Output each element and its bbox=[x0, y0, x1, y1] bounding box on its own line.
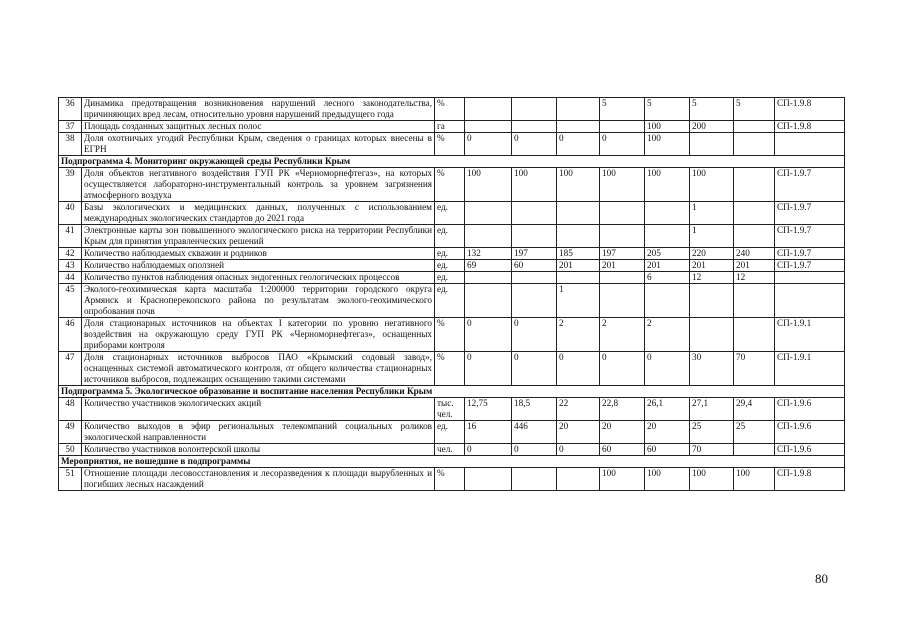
value-cell: 1 bbox=[557, 284, 600, 318]
row-number: 47 bbox=[59, 352, 82, 386]
value-cell: 0 bbox=[465, 133, 512, 156]
page-number: 80 bbox=[815, 571, 828, 586]
value-cell bbox=[465, 121, 512, 133]
value-cell: 100 bbox=[690, 168, 734, 202]
value-cell: 12 bbox=[734, 272, 775, 284]
value-cell bbox=[645, 202, 690, 225]
value-cell bbox=[512, 121, 557, 133]
value-cell: 1 bbox=[690, 225, 734, 248]
row-number: 43 bbox=[59, 260, 82, 272]
table-row bbox=[59, 248, 845, 260]
value-cell: 2 bbox=[645, 318, 690, 352]
value-cell bbox=[600, 272, 645, 284]
value-cell bbox=[512, 284, 557, 318]
value-cell: 100 bbox=[465, 168, 512, 202]
value-cell bbox=[734, 225, 775, 248]
value-cell bbox=[690, 284, 734, 318]
indicator-name: Количество участников волонтерской школы bbox=[82, 444, 435, 456]
unit-cell: ед. bbox=[435, 260, 465, 272]
unit-cell: ед. bbox=[435, 202, 465, 225]
unit-cell: % bbox=[435, 98, 465, 121]
table-row bbox=[59, 468, 845, 491]
value-cell: 20 bbox=[557, 421, 600, 444]
unit-cell: % bbox=[435, 133, 465, 156]
section-header-row bbox=[59, 386, 845, 398]
value-cell: 30 bbox=[690, 352, 734, 386]
value-cell bbox=[645, 225, 690, 248]
value-cell bbox=[734, 284, 775, 318]
value-cell bbox=[465, 225, 512, 248]
value-cell: 0 bbox=[512, 444, 557, 456]
value-cell: 0 bbox=[465, 352, 512, 386]
value-cell bbox=[512, 202, 557, 225]
code-cell bbox=[775, 133, 845, 156]
value-cell: 0 bbox=[557, 444, 600, 456]
table-row bbox=[59, 444, 845, 456]
value-cell bbox=[512, 468, 557, 491]
value-cell: 201 bbox=[690, 260, 734, 272]
value-cell bbox=[512, 272, 557, 284]
value-cell bbox=[465, 468, 512, 491]
code-cell: СП-1.9.7 bbox=[775, 202, 845, 225]
value-cell bbox=[734, 168, 775, 202]
value-cell: 60 bbox=[645, 444, 690, 456]
unit-cell: га bbox=[435, 121, 465, 133]
value-cell bbox=[734, 121, 775, 133]
value-cell: 60 bbox=[512, 260, 557, 272]
value-cell bbox=[645, 284, 690, 318]
indicator-name: Доля стационарных источников выбросов ПАО «Крымский содовый завод», оснащенных системой автоматического контроля, от общего количества стационарных источников выбросов, подлежащих оснащению такими системами bbox=[82, 352, 435, 386]
value-cell bbox=[600, 284, 645, 318]
indicator-name: Доля объектов негативного воздействия ГУП РК «Черноморнефтегаз», на которых осуществляется лабораторно-инструментальный контроль за уровнем загрязнения атмосферного воздуха bbox=[82, 168, 435, 202]
value-cell bbox=[734, 133, 775, 156]
value-cell: 70 bbox=[690, 444, 734, 456]
code-cell: СП-1.9.6 bbox=[775, 444, 845, 456]
unit-cell: % bbox=[435, 318, 465, 352]
value-cell: 22,8 bbox=[600, 398, 645, 421]
unit-cell: % bbox=[435, 168, 465, 202]
value-cell bbox=[465, 284, 512, 318]
value-cell: 220 bbox=[690, 248, 734, 260]
code-cell: СП-1.9.1 bbox=[775, 352, 845, 386]
value-cell: 0 bbox=[600, 352, 645, 386]
value-cell: 12,75 bbox=[465, 398, 512, 421]
value-cell: 0 bbox=[512, 318, 557, 352]
section-title: Подпрограмма 5. Экологическое образование и воспитание населения Республики Крым bbox=[59, 386, 845, 398]
table-row bbox=[59, 225, 845, 248]
section-title: Мероприятия, не вошедшие в подпрограммы bbox=[59, 456, 845, 468]
value-cell: 26,1 bbox=[645, 398, 690, 421]
value-cell: 18,5 bbox=[512, 398, 557, 421]
table-row bbox=[59, 272, 845, 284]
code-cell: СП-1.9.6 bbox=[775, 398, 845, 421]
section-title: Подпрограмма 4. Мониторинг окружающей среды Республики Крым bbox=[59, 156, 845, 168]
value-cell: 446 bbox=[512, 421, 557, 444]
value-cell: 70 bbox=[734, 352, 775, 386]
value-cell bbox=[690, 133, 734, 156]
row-number: 48 bbox=[59, 398, 82, 421]
value-cell: 100 bbox=[645, 121, 690, 133]
value-cell: 22 bbox=[557, 398, 600, 421]
code-cell: СП-1.9.8 bbox=[775, 468, 845, 491]
indicator-name: Эколого-геохимическая карта масштаба 1:200000 территории городского округа Армянск и Красноперекопского района по результатам эколого-геохимического опробования почв bbox=[82, 284, 435, 318]
value-cell: 2 bbox=[557, 318, 600, 352]
unit-cell: ед. bbox=[435, 421, 465, 444]
value-cell: 185 bbox=[557, 248, 600, 260]
table-row bbox=[59, 398, 845, 421]
row-number: 49 bbox=[59, 421, 82, 444]
indicator-name: Количество участников экологических акций bbox=[82, 398, 435, 421]
code-cell: СП-1.9.7 bbox=[775, 248, 845, 260]
code-cell bbox=[775, 284, 845, 318]
code-cell: СП-1.9.7 bbox=[775, 260, 845, 272]
value-cell: 201 bbox=[557, 260, 600, 272]
value-cell: 201 bbox=[645, 260, 690, 272]
value-cell: 0 bbox=[645, 352, 690, 386]
value-cell: 1 bbox=[690, 202, 734, 225]
value-cell: 100 bbox=[645, 133, 690, 156]
table-row bbox=[59, 318, 845, 352]
value-cell bbox=[557, 121, 600, 133]
value-cell: 100 bbox=[645, 468, 690, 491]
value-cell: 201 bbox=[600, 260, 645, 272]
value-cell: 25 bbox=[690, 421, 734, 444]
value-cell bbox=[465, 98, 512, 121]
value-cell bbox=[734, 202, 775, 225]
indicator-name: Количество выходов в эфир региональных телекомпаний социальных роликов экологической направленности bbox=[82, 421, 435, 444]
value-cell: 6 bbox=[645, 272, 690, 284]
value-cell: 100 bbox=[600, 468, 645, 491]
indicators-table bbox=[58, 97, 845, 491]
code-cell: СП-1.9.7 bbox=[775, 168, 845, 202]
value-cell bbox=[600, 121, 645, 133]
code-cell: СП-1.9.8 bbox=[775, 98, 845, 121]
value-cell bbox=[512, 225, 557, 248]
indicator-name: Динамика предотвращения возникновения нарушений лесного законодательства, причиняющих вред лесам, относительно уровня нарушений предыдущего года bbox=[82, 98, 435, 121]
value-cell: 2 bbox=[600, 318, 645, 352]
value-cell bbox=[734, 318, 775, 352]
value-cell bbox=[690, 318, 734, 352]
value-cell: 201 bbox=[734, 260, 775, 272]
value-cell: 0 bbox=[600, 133, 645, 156]
value-cell bbox=[557, 98, 600, 121]
row-number: 46 bbox=[59, 318, 82, 352]
table-row bbox=[59, 133, 845, 156]
row-number: 41 bbox=[59, 225, 82, 248]
row-number: 37 bbox=[59, 121, 82, 133]
value-cell: 100 bbox=[557, 168, 600, 202]
table-row bbox=[59, 202, 845, 225]
value-cell: 20 bbox=[645, 421, 690, 444]
indicator-name: Количество наблюдаемых скважин и родников bbox=[82, 248, 435, 260]
code-cell: СП-1.9.7 bbox=[775, 225, 845, 248]
code-cell bbox=[775, 272, 845, 284]
value-cell: 5 bbox=[734, 98, 775, 121]
row-number: 38 bbox=[59, 133, 82, 156]
value-cell: 197 bbox=[512, 248, 557, 260]
value-cell bbox=[512, 98, 557, 121]
unit-cell: тыс. чел. bbox=[435, 398, 465, 421]
section-header-row bbox=[59, 156, 845, 168]
table-row bbox=[59, 421, 845, 444]
value-cell: 0 bbox=[557, 352, 600, 386]
row-number: 44 bbox=[59, 272, 82, 284]
value-cell: 20 bbox=[600, 421, 645, 444]
value-cell bbox=[557, 202, 600, 225]
indicator-name: Площадь созданных защитных лесных полос bbox=[82, 121, 435, 133]
value-cell: 240 bbox=[734, 248, 775, 260]
value-cell bbox=[600, 225, 645, 248]
code-cell: СП-1.9.8 bbox=[775, 121, 845, 133]
value-cell: 5 bbox=[600, 98, 645, 121]
code-cell: СП-1.9.1 bbox=[775, 318, 845, 352]
value-cell bbox=[734, 444, 775, 456]
row-number: 50 bbox=[59, 444, 82, 456]
value-cell: 27,1 bbox=[690, 398, 734, 421]
value-cell: 69 bbox=[465, 260, 512, 272]
value-cell: 0 bbox=[465, 318, 512, 352]
value-cell: 0 bbox=[465, 444, 512, 456]
value-cell: 100 bbox=[734, 468, 775, 491]
unit-cell: % bbox=[435, 468, 465, 491]
value-cell: 5 bbox=[690, 98, 734, 121]
value-cell: 5 bbox=[645, 98, 690, 121]
indicator-name: Отношение площади лесовосстановления и лесоразведения к площади вырубленных и погибших лесных насаждений bbox=[82, 468, 435, 491]
table-row bbox=[59, 352, 845, 386]
code-cell: СП-1.9.6 bbox=[775, 421, 845, 444]
value-cell: 29,4 bbox=[734, 398, 775, 421]
value-cell: 100 bbox=[512, 168, 557, 202]
value-cell bbox=[557, 225, 600, 248]
indicator-name: Электронные карты зон повышенного экологического риска на территории Республики Крым для принятия управленческих решений bbox=[82, 225, 435, 248]
unit-cell: ед. bbox=[435, 272, 465, 284]
row-number: 36 bbox=[59, 98, 82, 121]
indicator-name: Количество наблюдаемых оползней bbox=[82, 260, 435, 272]
indicator-name: Доля стационарных источников на объектах I категории по уровню негативного воздействия на окружающую среду ГУП РК «Черноморнефтегаз», оснащенных приборами контроля bbox=[82, 318, 435, 352]
value-cell: 100 bbox=[690, 468, 734, 491]
table-row bbox=[59, 260, 845, 272]
row-number: 45 bbox=[59, 284, 82, 318]
row-number: 40 bbox=[59, 202, 82, 225]
value-cell: 200 bbox=[690, 121, 734, 133]
table-row bbox=[59, 168, 845, 202]
table-row bbox=[59, 121, 845, 133]
indicator-name: Базы экологических и медицинских данных, полученных с использованием международных экологических стандартов до 2021 года bbox=[82, 202, 435, 225]
value-cell bbox=[465, 272, 512, 284]
value-cell: 12 bbox=[690, 272, 734, 284]
value-cell: 100 bbox=[600, 168, 645, 202]
indicator-name: Количество пунктов наблюдения опасных эндогенных геологических процессов bbox=[82, 272, 435, 284]
indicator-name: Доля охотничьих угодий Республики Крым, сведения о границах которых внесены в ЕГРН bbox=[82, 133, 435, 156]
row-number: 51 bbox=[59, 468, 82, 491]
value-cell: 0 bbox=[557, 133, 600, 156]
value-cell: 25 bbox=[734, 421, 775, 444]
section-header-row bbox=[59, 456, 845, 468]
value-cell: 60 bbox=[600, 444, 645, 456]
value-cell: 0 bbox=[512, 133, 557, 156]
row-number: 42 bbox=[59, 248, 82, 260]
unit-cell: ед. bbox=[435, 225, 465, 248]
value-cell: 0 bbox=[512, 352, 557, 386]
value-cell bbox=[600, 202, 645, 225]
value-cell bbox=[465, 202, 512, 225]
table-row bbox=[59, 284, 845, 318]
table-row bbox=[59, 98, 845, 121]
value-cell: 205 bbox=[645, 248, 690, 260]
value-cell bbox=[557, 272, 600, 284]
value-cell bbox=[557, 468, 600, 491]
row-number: 39 bbox=[59, 168, 82, 202]
value-cell: 100 bbox=[645, 168, 690, 202]
value-cell: 16 bbox=[465, 421, 512, 444]
value-cell: 132 bbox=[465, 248, 512, 260]
unit-cell: % bbox=[435, 352, 465, 386]
unit-cell: ед. bbox=[435, 248, 465, 260]
unit-cell: чел. bbox=[435, 444, 465, 456]
value-cell: 197 bbox=[600, 248, 645, 260]
unit-cell: ед. bbox=[435, 284, 465, 318]
